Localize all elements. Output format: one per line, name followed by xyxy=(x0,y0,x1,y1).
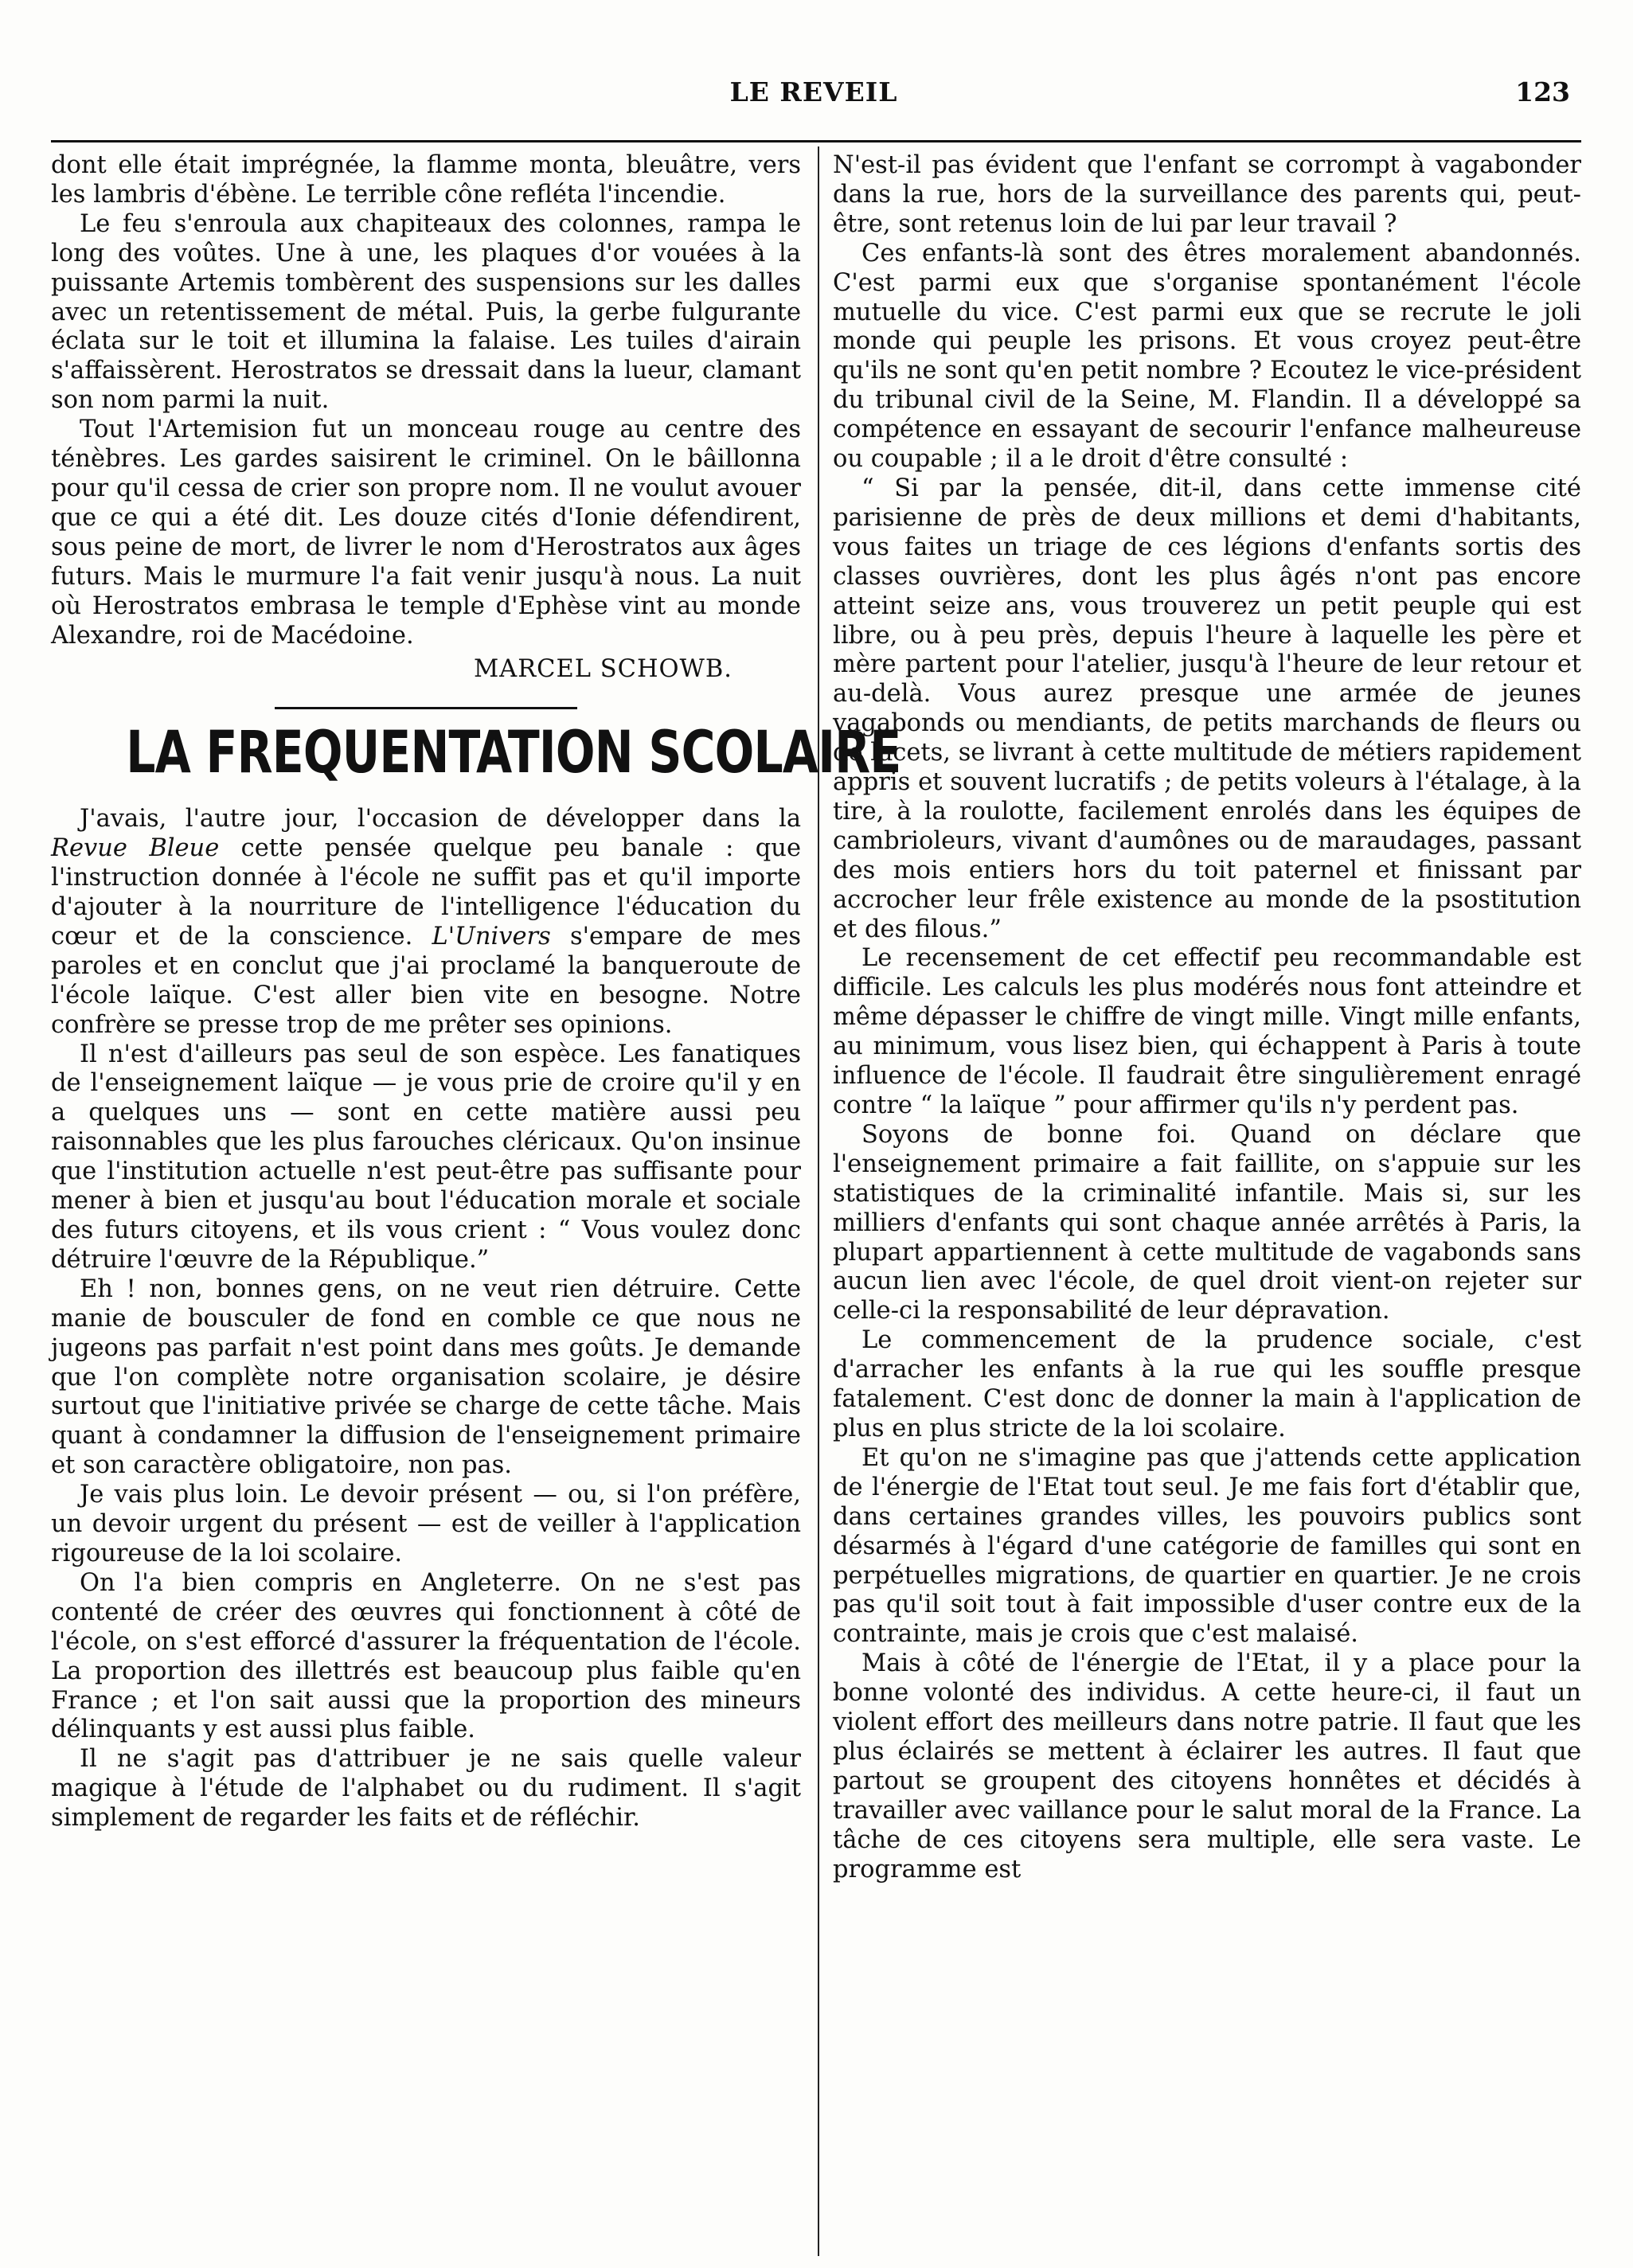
column-divider xyxy=(818,146,819,2256)
paragraph: dont elle était imprégnée, la flamme monta, bleuâtre, vers les lambris d'ébène. Le terrible cône refléta l'incendie. xyxy=(51,151,801,209)
paragraph: Il n'est d'ailleurs pas seul de son espèce. Les fanatiques de l'enseignement laïque — je vous prie de croire qu'il y en a quelques uns — sont en cette matière aussi peu raisonnables que les plus farouches cléricaux. Qu'on insinue que l'institution actuelle n'est peut-être pas suffisante pour mener à bien et jusqu'au bout l'éducation morale et sociale des futurs citoyens, et ils vous crient : “ Vous voulez donc détruire l'œuvre de la République.” xyxy=(51,1040,801,1274)
article-title: LA FREQUENTATION SCOLAIRE xyxy=(126,719,901,787)
paragraph: J'avais, l'autre jour, l'occasion de développer dans la Revue Bleue cette pensée quelque peu banale : que l'instruction donnée à l'école ne suffit pas et qu'il importe d'ajouter à la nourriture de l'intelligence l'éducation du cœur et de la conscience. L'Univers s'empare de mes paroles et en conclut que j'ai proclamé la banqueroute de l'école laïque. C'est aller bien vite en besogne. Notre confrère se presse trop de me prêter ses opinions. xyxy=(51,805,801,1039)
paragraph: Ces enfants-là sont des êtres moralement abandonnés. C'est parmi eux que s'organise spontanément l'école mutuelle du vice. C'est parmi eux que se recrute le joli monde qui peuple les prisons. Et vous croyez peut-être qu'ils ne sont qu'en petit nombre ? Ecoutez le vice-président du tribunal civil de la Seine, M. Flandin. Il a développé sa compétence en essayant de secourir l'enfance malheureuse ou coupable ; il a le droit d'être consulté : xyxy=(833,239,1581,474)
paragraph: Le commencement de la prudence sociale, c'est d'arracher les enfants à la rue qui les souffle presque fatalement. C'est donc de donner la main à l'application de plus en plus stricte de la loi scolaire. xyxy=(833,1326,1581,1442)
publication-name: L'Univers xyxy=(432,922,551,951)
page-header xyxy=(51,76,1576,115)
paragraph: Mais à côté de l'énergie de l'Etat, il y a place pour la bonne volonté des individus. A cette heure-ci, il faut un violent effort des meilleurs dans notre patrie. Il faut que les plus éclairés se mettent à éclairer les autres. Il faut que partout se groupent des citoyens honnêtes et décidés à travailler avec vaillance pour le salut moral de la France. La tâche de ces citoyens sera multiple, elle sera vaste. Le programme est xyxy=(833,1649,1581,1883)
header-rule xyxy=(51,140,1581,142)
section-rule xyxy=(275,707,577,709)
paragraph: Le feu s'enroula aux chapiteaux des colonnes, rampa le long des voûtes. Une à une, les plaques d'or vouées à la puissante Artemis tombèrent des suspensions sur les dalles avec un retentissement de métal. Puis, la gerbe fulgurante éclata sur le toit et illumina la falaise. Les tuiles d'airain s'affaissèrent. Herostratos se dressait dans la lueur, clamant son nom parmi la nuit. xyxy=(51,209,801,415)
paragraph: Il ne s'agit pas d'attribuer je ne sais quelle valeur magique à l'étude de l'alphabet ou du rudiment. Il s'agit simplement de regarder les faits et de réfléchir. xyxy=(51,1745,801,1833)
author-signature: MARCEL SCHOWB. xyxy=(473,655,733,684)
quotation: “ Si par la pensée, dit-il, dans cette immense cité parisienne de près de deux millions et demi d'habitants, vous faites un triage de ces légions d'enfants sortis des classes ouvrières, dont les plus âgés n'ont pas encore atteint seize ans, vous trouverez un petit peuple qui est libre, ou à peu près, depuis l'heure à laquelle les père et mère partent pour l'atelier, jusqu'à l'heure de leur retour et au-delà. Vous aurez presque une armée de jeunes vagabonds ou mendiants, de petits marchands de fleurs ou de lacets, se livrant à cette multitude de métiers rapidement appris et souvent lucratifs ; de petits voleurs à l'étalage, à la tire, à la roulotte, facilement enrolés dans les équipes de cambrioleurs, vivant d'aumônes ou de maraudages, passant des mois entiers hors du toit paternel et finissant par accrocher leur frêle existence au monde de la psostitution et des filous.” xyxy=(833,474,1581,943)
page-number: 123 xyxy=(1515,76,1570,107)
paragraph: On l'a bien compris en Angleterre. On ne s'est pas contenté de créer des œuvres qui fonctionnent à côté de l'école, on s'est efforcé d'assurer la fréquentation de l'école. La proportion des illettrés est beaucoup plus faible qu'en France ; et l'on sait aussi que la proportion des mineurs délinquants y est aussi plus faible. xyxy=(51,1568,801,1744)
paragraph: N'est-il pas évident que l'enfant se corrompt à vagabonder dans la rue, hors de la surveillance des parents qui, peut-être, sont retenus loin de lui par leur travail ? xyxy=(833,151,1581,238)
paragraph: Le recensement de cet effectif peu recommandable est difficile. Les calculs les plus modérés nous font atteindre et même dépasser le chiffre de vingt mille. Vingt mille enfants, au minimum, vous lisez bien, qui échappent à Paris à toute influence de l'école. Il faudrait être singulièrement enragé contre “ la laïque ” pour affirmer qu'ils n'y perdent pas. xyxy=(833,944,1581,1119)
journal-title: LE REVEIL xyxy=(729,76,898,107)
paragraph: Et qu'on ne s'imagine pas que j'attends cette application de l'énergie de l'Etat tout seul. Je me fais fort d'établir que, dans certaines grandes villes, les pouvoirs publics sont désarmés à l'égard d'une catégorie de familles qui sont en perpétuelles migrations, de quartier en quartier. Je ne crois pas qu'il soit tout à fait impossible d'user contre eux de la contrainte, mais je crois que c'est malaisé. xyxy=(833,1443,1581,1649)
paragraph: Tout l'Artemision fut un monceau rouge au centre des ténèbres. Les gardes saisirent le criminel. On le bâillonna pour qu'il cessa de crier son propre nom. Il ne voulut avouer que ce qui a été dit. Les douze cités d'Ionie défendirent, sous peine de mort, de livrer le nom d'Herostratos aux âges futurs. Mais le murmure l'a fait venir jusqu'à nous. La nuit où Herostratos embrasa le temple d'Ephèse vint au monde Alexandre, roi de Macédoine. xyxy=(51,416,801,650)
left-column xyxy=(51,151,901,1833)
publication-name: Revue Bleue xyxy=(51,834,220,863)
paragraph: Eh ! non, bonnes gens, on ne veut rien détruire. Cette manie de bousculer de fond en comble ce que nous ne jugeons pas parfait n'est point dans mes goûts. Je demande que l'on complète notre organisation scolaire, je désire surtout que l'initiative privée se charge de cette tâche. Mais quant à condamner la diffusion de l'enseignement primaire et son caractère obligatoire, non pas. xyxy=(51,1275,801,1480)
paragraph: Soyons de bonne foi. Quand on déclare que l'enseignement primaire a fait faillite, on s'appuie sur les statistiques de la criminalité infantile. Mais si, sur les milliers d'enfants qui sont chaque année arrêtés à Paris, la plupart appartiennent à cette multitude de vagabonds sans aucun lien avec l'école, de quel droit vient-on rejeter sur celle-ci la responsabilité de leur dépravation. xyxy=(833,1120,1581,1325)
right-column xyxy=(833,151,1581,1884)
paragraph: Je vais plus loin. Le devoir présent — ou, si l'on préfère, un devoir urgent du présent — est de veiller à l'application rigoureuse de la loi scolaire. xyxy=(51,1481,801,1567)
